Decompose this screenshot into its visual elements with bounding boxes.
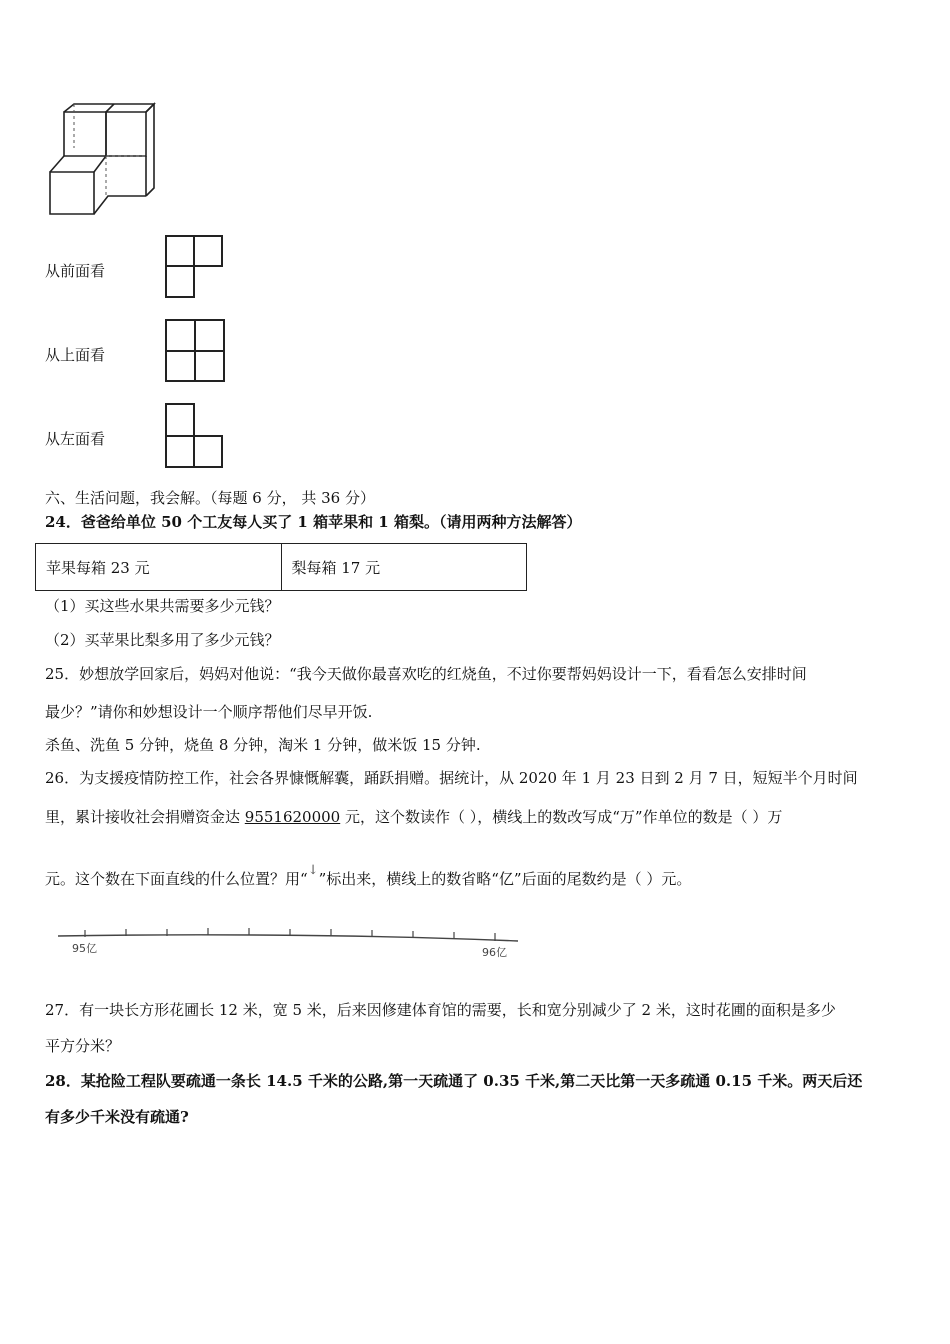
question-28-line1: 28．某抢险工程队要疏通一条长 14.5 千米的公路,第一天疏通了 0.35 千米,第二天比第一天多疏通 0.15 千米。两天后还 [45, 1072, 863, 1090]
question-26-line1: 26．为支援疫情防控工作，社会各界慷慨解囊，踊跃捐赠。据统计，从 2020 年 1 月 23 日到 2 月 7 日，短短半个月时间 [45, 769, 858, 787]
view-label-front: 从前面看 [45, 262, 106, 280]
question-27-line2: 平方分米？ [45, 1037, 121, 1055]
question-25-line1: 25．妙想放学回家后，妈妈对他说：“我今天做你最喜欢吃的红烧鱼，不过你要帮妈妈设计一下，看看怎么安排时间 [45, 665, 807, 683]
number-line [56, 920, 526, 962]
question-26-line3 [45, 863, 692, 891]
q26-text-c: 元。这个数在下面直线的什么位置？用“ [45, 870, 308, 888]
q26-text-a: 里，累计接收社会捐赠资金达 [45, 808, 245, 826]
view-label-left: 从左面看 [45, 430, 106, 448]
cube-stack-figure [44, 98, 159, 220]
q26-text-d: ”标出来，横线上的数省略“亿”后面的尾数约是（ ）元。 [318, 870, 692, 888]
question-27-line1: 27．有一块长方形花圃长 12 米，宽 5 米，后来因修建体育馆的需要，长和宽分别减少了 2 米，这时花圃的面积是多少 [45, 1001, 836, 1019]
question-25-line2: 最少？”请你和妙想设计一个顺序帮他们尽早开饭. [45, 703, 373, 721]
question-24-sub2: （2）买苹果比梨多用了多少元钱？ [45, 631, 280, 649]
top-view-grid [164, 318, 228, 384]
view-label-top: 从上面看 [45, 346, 106, 364]
question-24: 24．爸爸给单位 50 个工友每人买了 1 箱苹果和 1 箱梨。（请用两种方法解答） [45, 513, 582, 531]
donation-amount: 9551620000 [244, 808, 341, 826]
table-cell-pear: 梨每箱 17 元 [281, 544, 527, 591]
front-view-grid [164, 234, 226, 300]
left-view-grid [164, 402, 226, 470]
table-row [36, 544, 527, 591]
axis-label-end: 96亿 [482, 946, 507, 959]
question-26-line2 [45, 807, 782, 827]
axis-label-start: 95亿 [72, 942, 97, 955]
question-28-line2: 有多少千米没有疏通? [45, 1108, 189, 1126]
table-cell-apple: 苹果每箱 23 元 [36, 544, 282, 591]
down-arrow-icon: ↓ [307, 863, 319, 878]
q26-text-b: 元，这个数读作（ ），横线上的数改写成“万”作单位的数是（ ）万 [340, 808, 783, 826]
price-table [35, 543, 527, 591]
section-title: 六、生活问题，我会解。（每题 6 分， 共 36 分） [45, 489, 375, 507]
question-24-sub1: （1）买这些水果共需要多少元钱？ [45, 597, 280, 615]
question-25-line3: 杀鱼、洗鱼 5 分钟，烧鱼 8 分钟，淘米 1 分钟，做米饭 15 分钟. [45, 736, 481, 754]
